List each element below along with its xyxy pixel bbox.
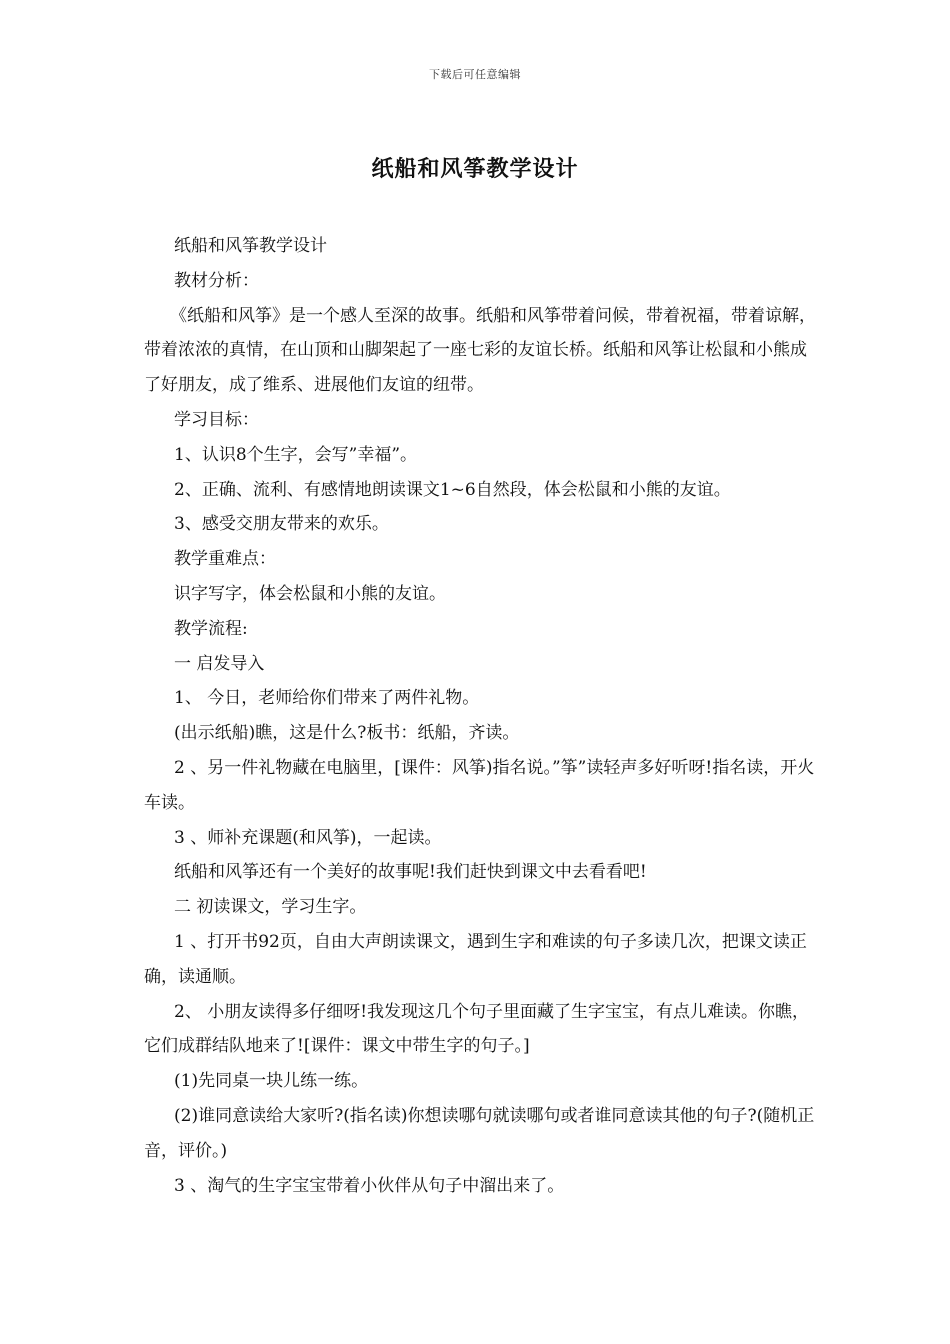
list-item: 3 、师补充课题(和风筝)，一起读。 [174, 827, 442, 848]
body-paragraph: (出示纸船)瞧，这是什么?板书：纸船，齐读。 [174, 723, 520, 744]
section-heading: 学习目标： [174, 409, 259, 430]
list-item: 3、感受交朋友带来的欢乐。 [174, 514, 389, 535]
section-heading: 教学流程: [174, 618, 248, 639]
list-item: 2 、另一件礼物藏在电脑里，[课件：风筝)指名说。”筝”读轻声多好听呀!指名读，开火车读。 [144, 757, 815, 813]
body-paragraph: 纸船和风筝教学设计 [174, 236, 327, 256]
list-item: (2)谁同意读给大家听?(指名读)你想读哪句就读哪句或者谁同意读其他的句子?(随机正音，评价。) [144, 1105, 815, 1161]
section-heading: 教学重难点： [174, 549, 276, 570]
list-item: 3 、淘气的生字宝宝带着小伙伴从句子中溜出来了。 [174, 1175, 565, 1196]
list-item: (1)先同桌一块儿练一练。 [174, 1071, 369, 1092]
list-item: 1、 今日，老师给你们带来了两件礼物。 [174, 688, 480, 709]
document-body [144, 229, 816, 1203]
list-item: 1 、打开书92页，自由大声朗读课文，遇到生字和难读的句子多读几次，把课文读正确，读通顺。 [144, 931, 807, 987]
list-item: 1、认识8个生字，会写”幸福”。 [174, 444, 418, 465]
body-paragraph: 《纸船和风筝》是一个感人至深的故事。纸船和风筝带着问候，带着祝福，带着谅解，带着浓浓的真情，在山顶和山脚架起了一座七彩的友谊长桥。纸船和风筝让松鼠和小熊成了好朋友，成了维系、进展他们友谊的纽带。 [144, 305, 816, 396]
section-heading: 一 启发导入 [174, 653, 265, 674]
list-item: 2、 小朋友读得多仔细呀!我发现这几个句子里面藏了生字宝宝，有点儿难读。你瞧，它们成群结队地来了![课件：课文中带生字的句子。] [144, 1001, 810, 1057]
page-header-note: 下载后可任意编辑 [429, 68, 521, 81]
section-heading: 教材分析： [174, 270, 259, 291]
document-title: 纸船和风筝教学设计 [371, 156, 579, 182]
body-paragraph: 识字写字，体会松鼠和小熊的友谊。 [174, 583, 446, 604]
list-item: 2、正确、流利、有感情地朗读课文1~6自然段，体会松鼠和小熊的友谊。 [174, 479, 731, 500]
section-heading: 二 初读课文，学习生字。 [174, 897, 367, 918]
body-paragraph: 纸船和风筝还有一个美好的故事呢!我们赶快到课文中去看看吧! [174, 862, 647, 883]
